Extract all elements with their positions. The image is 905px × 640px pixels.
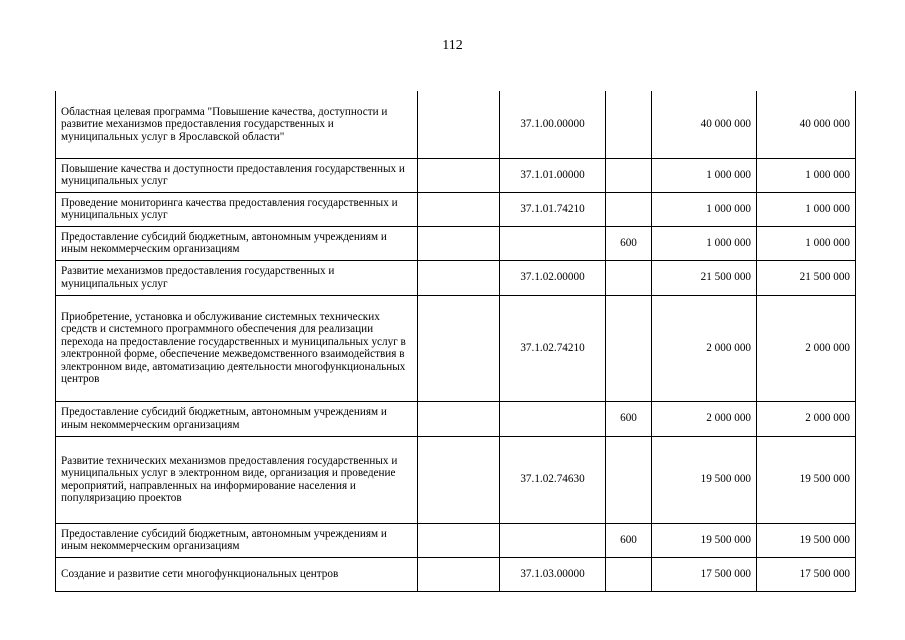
- row-code: 37.1.02.00000: [500, 260, 606, 295]
- row-name: Проведение мониторинга качества предоставления государственных и муниципальных услуг: [56, 192, 418, 226]
- empty-cell: [418, 158, 500, 192]
- row-kind: [606, 192, 652, 226]
- empty-cell: [418, 91, 500, 158]
- empty-cell: [418, 436, 500, 523]
- row-kind: [606, 295, 652, 401]
- row-amount-2: 1 000 000: [757, 192, 856, 226]
- empty-cell: [418, 260, 500, 295]
- row-kind: 600: [606, 226, 652, 260]
- row-code: 37.1.02.74630: [500, 436, 606, 523]
- row-amount-1: 2 000 000: [652, 401, 757, 436]
- row-amount-2: 19 500 000: [757, 436, 856, 523]
- page-number: 112: [442, 38, 463, 53]
- row-amount-2: 21 500 000: [757, 260, 856, 295]
- table-row: [56, 557, 856, 591]
- row-amount-2: 2 000 000: [757, 401, 856, 436]
- row-name: Создание и развитие сети многофункциональных центров: [56, 557, 418, 591]
- table-row: [56, 192, 856, 226]
- row-kind: [606, 260, 652, 295]
- empty-cell: [418, 295, 500, 401]
- table-row: [56, 436, 856, 523]
- row-code: [500, 401, 606, 436]
- budget-table: [55, 91, 856, 592]
- table-row: [56, 226, 856, 260]
- row-amount-2: 1 000 000: [757, 158, 856, 192]
- row-amount-1: 2 000 000: [652, 295, 757, 401]
- empty-cell: [418, 523, 500, 557]
- empty-cell: [418, 401, 500, 436]
- row-amount-1: 1 000 000: [652, 192, 757, 226]
- row-amount-1: 19 500 000: [652, 523, 757, 557]
- row-amount-1: 17 500 000: [652, 557, 757, 591]
- row-amount-2: 2 000 000: [757, 295, 856, 401]
- row-name: Развитие технических механизмов предоставления государственных и муниципальных услуг в электронном виде, организация и проведение мероприятий, направленных на информирование населения и популяризацию проектов: [56, 436, 418, 523]
- row-code: [500, 523, 606, 557]
- row-amount-1: 40 000 000: [652, 91, 757, 158]
- row-code: [500, 226, 606, 260]
- row-name: Повышение качества и доступности предоставления государственных и муниципальных услуг: [56, 158, 418, 192]
- row-name: Предоставление субсидий бюджетным, автономным учреждениям и иным некоммерческим организациям: [56, 523, 418, 557]
- row-amount-1: 21 500 000: [652, 260, 757, 295]
- empty-cell: [418, 192, 500, 226]
- row-kind: [606, 158, 652, 192]
- row-amount-2: 17 500 000: [757, 557, 856, 591]
- table-row: [56, 91, 856, 158]
- row-amount-2: 1 000 000: [757, 226, 856, 260]
- row-name: Развитие механизмов предоставления государственных и муниципальных услуг: [56, 260, 418, 295]
- row-amount-1: 19 500 000: [652, 436, 757, 523]
- row-kind: 600: [606, 523, 652, 557]
- table-row: [56, 260, 856, 295]
- row-code: 37.1.01.74210: [500, 192, 606, 226]
- row-code: 37.1.02.74210: [500, 295, 606, 401]
- table-row: [56, 295, 856, 401]
- row-name: Приобретение, установка и обслуживание системных технических средств и системного программного обеспечения для реализации перехода на предоставление государственных и муниципальных услуг в электронной форме, обеспечение межведомственного взаимодействия в электронном виде, автоматизацию деятельности многофункциональных центров: [56, 295, 418, 401]
- table-row: [56, 158, 856, 192]
- row-kind: 600: [606, 401, 652, 436]
- row-kind: [606, 436, 652, 523]
- row-amount-1: 1 000 000: [652, 158, 757, 192]
- row-amount-2: 19 500 000: [757, 523, 856, 557]
- row-amount-2: 40 000 000: [757, 91, 856, 158]
- table-row: [56, 401, 856, 436]
- row-code: 37.1.01.00000: [500, 158, 606, 192]
- empty-cell: [418, 226, 500, 260]
- row-kind: [606, 91, 652, 158]
- table-row: [56, 523, 856, 557]
- row-code: 37.1.03.00000: [500, 557, 606, 591]
- row-name: Областная целевая программа "Повышение качества, доступности и развитие механизмов предоставления государственных и муниципальных услуг в Ярославской области": [56, 91, 418, 158]
- row-name: Предоставление субсидий бюджетным, автономным учреждениям и иным некоммерческим организациям: [56, 226, 418, 260]
- row-code: 37.1.00.00000: [500, 91, 606, 158]
- empty-cell: [418, 557, 500, 591]
- row-amount-1: 1 000 000: [652, 226, 757, 260]
- row-kind: [606, 557, 652, 591]
- row-name: Предоставление субсидий бюджетным, автономным учреждениям и иным некоммерческим организациям: [56, 401, 418, 436]
